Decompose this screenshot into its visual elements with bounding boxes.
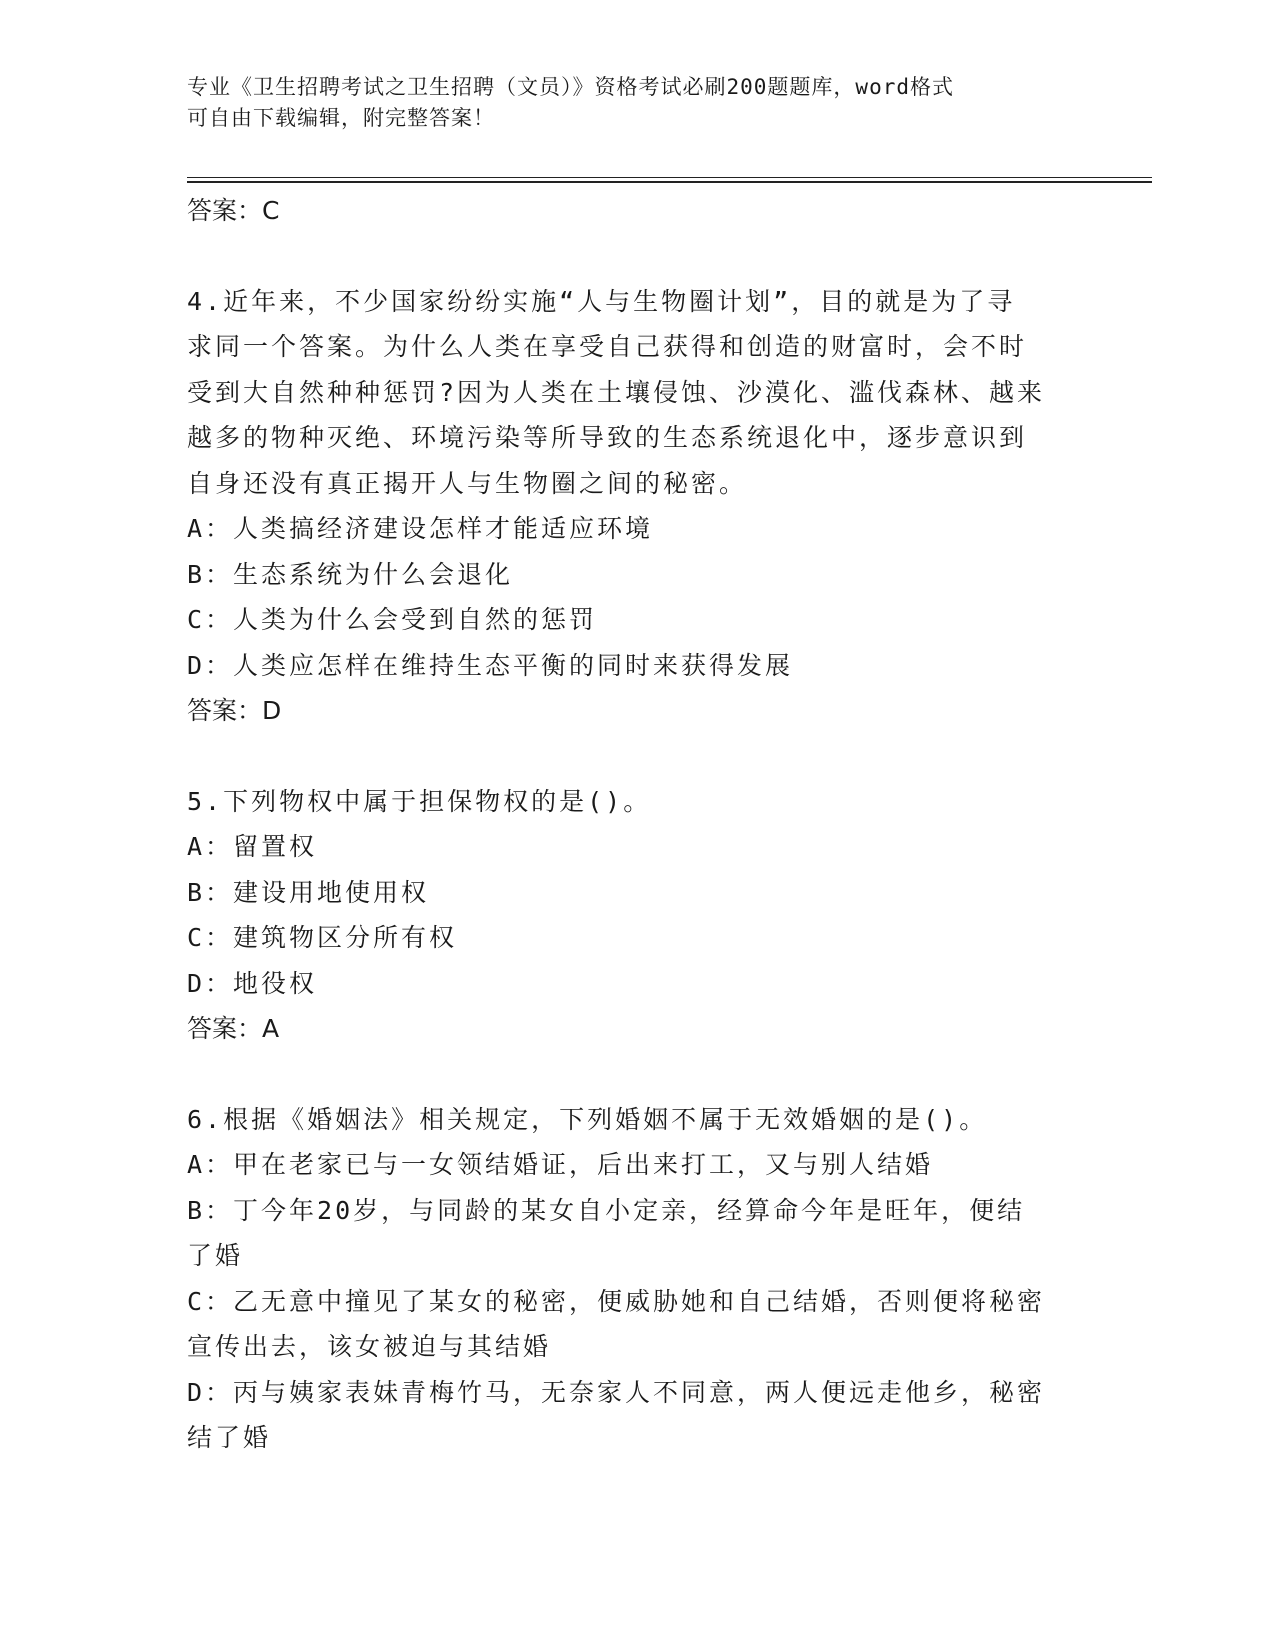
document-body bbox=[187, 188, 1087, 1461]
header-divider bbox=[187, 181, 1152, 183]
header-divider bbox=[187, 177, 1152, 178]
answer-line: 答案：A bbox=[187, 1014, 280, 1043]
answer-line: 答案：C bbox=[187, 196, 280, 225]
option-d: D：人类应怎样在维持生态平衡的同时来获得发展 bbox=[187, 650, 794, 680]
option-b-continued: 了婚 bbox=[187, 1241, 244, 1270]
option-c: C：人类为什么会受到自然的惩罚 bbox=[187, 605, 598, 634]
spacer bbox=[187, 734, 1087, 779]
option-d: D：地役权 bbox=[187, 968, 318, 998]
spacer bbox=[187, 234, 1087, 279]
header-line: 专业《卫生招聘考试之卫生招聘（文员）》资格考试必刷200题题库，word格式 bbox=[187, 75, 954, 99]
question-stem: 受到大自然种种惩罚?因为人类在土壤侵蚀、沙漠化、滥伐森林、越来 bbox=[187, 377, 1046, 407]
spacer bbox=[187, 1052, 1087, 1097]
header-line: 可自由下载编辑，附完整答案！ bbox=[187, 106, 495, 130]
option-a: A：人类搞经济建设怎样才能适应环境 bbox=[187, 514, 654, 543]
question-block bbox=[187, 1097, 1087, 1461]
question-block bbox=[187, 279, 1087, 734]
question-stem: 越多的物种灭绝、环境污染等所导致的生态系统退化中，逐步意识到 bbox=[187, 423, 1028, 452]
option-c-continued: 宣传出去，该女被迫与其结婚 bbox=[187, 1332, 552, 1361]
option-a: A：甲在老家已与一女领结婚证，后出来打工，又与别人结婚 bbox=[187, 1150, 934, 1179]
question-block bbox=[187, 779, 1087, 1052]
option-b: B：丁今年20岁，与同龄的某女自小定亲，经算命今年是旺年，便结 bbox=[187, 1195, 1026, 1225]
option-b: B：建设用地使用权 bbox=[187, 877, 430, 907]
option-c: C：建筑物区分所有权 bbox=[187, 923, 458, 952]
question-stem: 4.近年来，不少国家纷纷实施“人与生物圈计划”，目的就是为了寻 bbox=[187, 286, 1016, 316]
option-d: D：丙与姨家表妹青梅竹马，无奈家人不同意，两人便远走他乡，秘密 bbox=[187, 1377, 1046, 1407]
option-c: C：乙无意中撞见了某女的秘密，便威胁她和自己结婚，否则便将秘密 bbox=[187, 1286, 1046, 1316]
question-stem: 自身还没有真正揭开人与生物圈之间的秘密。 bbox=[187, 468, 748, 498]
question-stem: 5.下列物权中属于担保物权的是()。 bbox=[187, 786, 652, 816]
option-d-continued: 结了婚 bbox=[187, 1423, 272, 1452]
answer-line: 答案：D bbox=[187, 696, 282, 725]
document-header bbox=[187, 72, 1067, 134]
option-a: A：留置权 bbox=[187, 832, 318, 861]
option-b: B：生态系统为什么会退化 bbox=[187, 559, 514, 589]
question-stem: 6.根据《婚姻法》相关规定，下列婚姻不属于无效婚姻的是()。 bbox=[187, 1104, 988, 1134]
question-stem: 求同一个答案。为什么人类在享受自己获得和创造的财富时，会不时 bbox=[187, 332, 1028, 361]
